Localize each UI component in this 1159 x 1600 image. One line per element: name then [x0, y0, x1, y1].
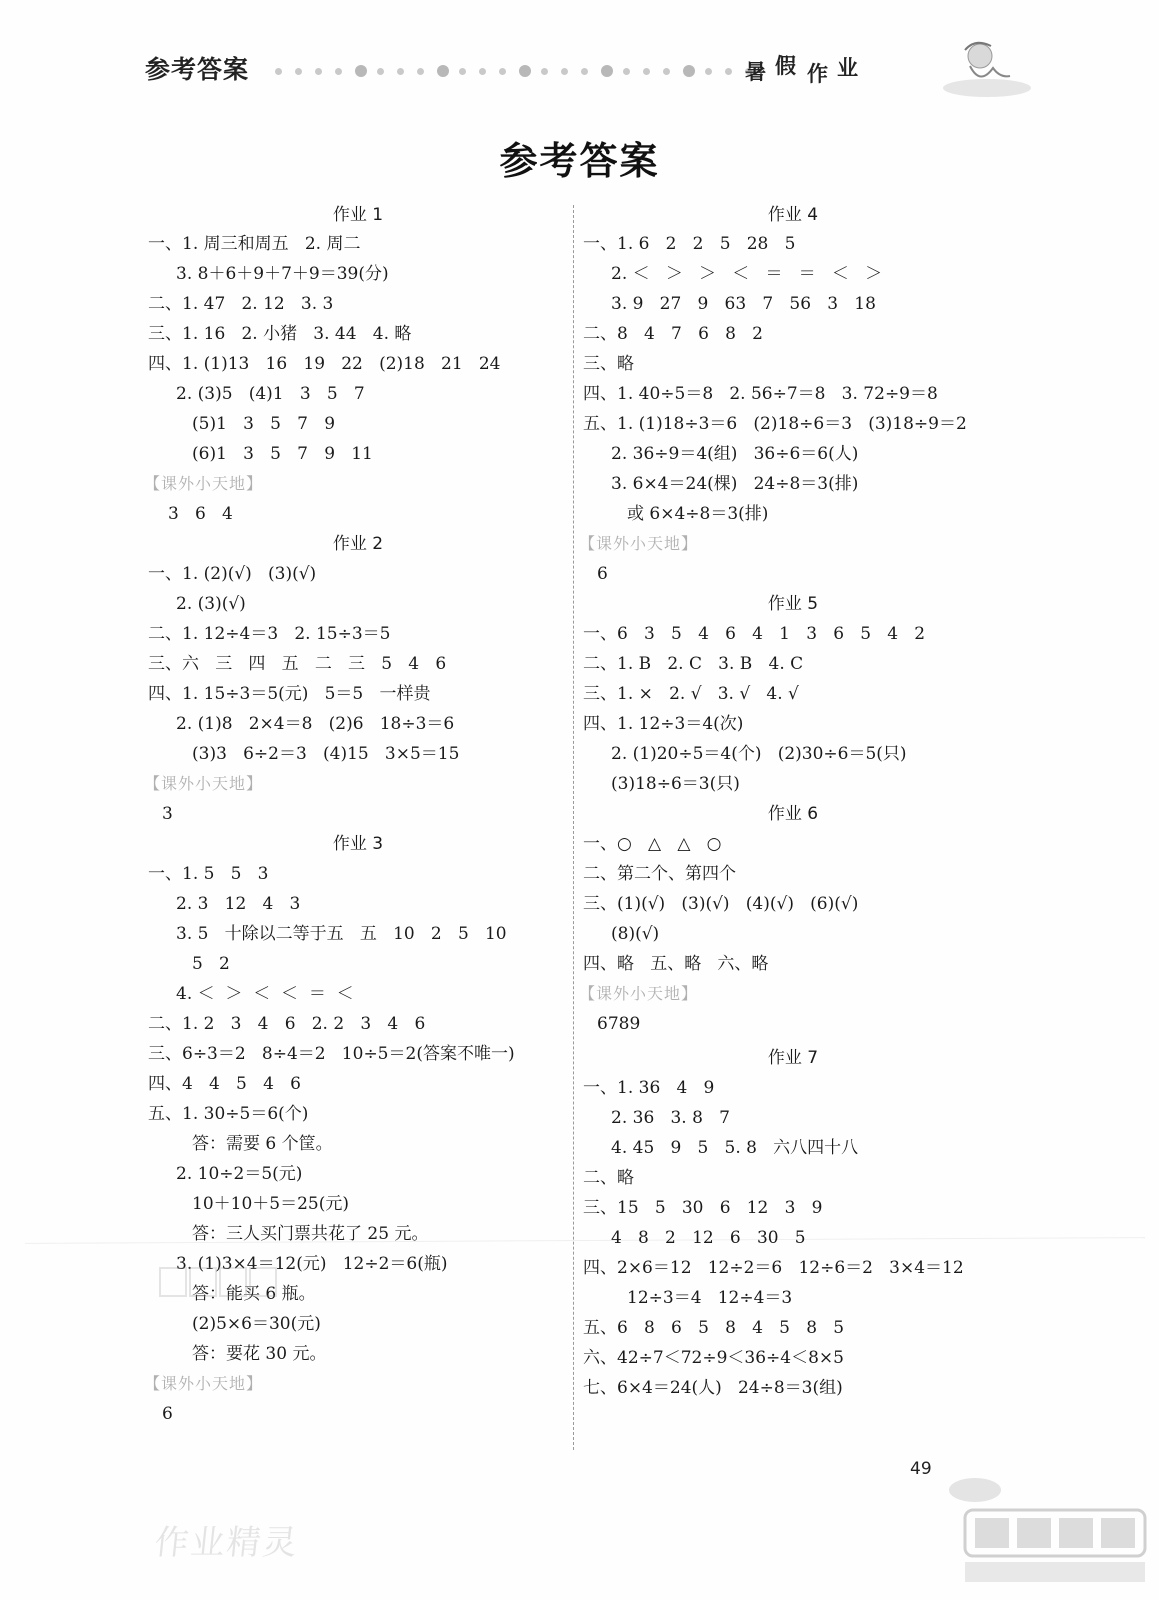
- section-heading: 作业 6: [767, 804, 819, 824]
- answer-line: 三、(1)(√) (3)(√) (4)(√) (6)(√): [583, 894, 859, 914]
- answer-line: 一、○ △ △ ○: [583, 834, 722, 854]
- answer-line: 2. ＜ ＞ ＞ ＜ ＝ ＝ ＜ ＞: [611, 264, 883, 284]
- section-heading: 作业 2: [332, 534, 384, 554]
- answer-line: 四、2×6＝12 12÷2＝6 12÷6＝2 3×4＝12: [583, 1258, 964, 1278]
- answer-line: 三、1. × 2. √ 3. √ 4. √: [583, 684, 799, 704]
- extra-section-label: 【课外小天地】: [144, 1374, 264, 1393]
- header-char: 暑: [745, 60, 766, 84]
- answer-line: 2. 36 3. 8 7: [611, 1108, 730, 1128]
- answer-line: 二、8 4 7 6 8 2: [583, 324, 763, 344]
- answer-line: 二、1. 12÷4＝3 2. 15÷3＝5: [148, 624, 391, 644]
- answer-line: 一、1. (2)(√) (3)(√): [148, 564, 317, 584]
- answer-line: 3 6 4: [168, 504, 233, 524]
- answer-line: (6)1 3 5 7 9 11: [192, 444, 373, 464]
- answer-line: 三、6÷3＝2 8÷4＝2 10÷5＝2(答案不唯一): [148, 1044, 515, 1064]
- answer-line: 2. 3 12 4 3: [176, 894, 301, 914]
- answer-line: 一、1. 5 5 3: [148, 864, 269, 884]
- answer-line: 三、1. 16 2. 小猪 3. 44 4. 略: [148, 324, 412, 344]
- answer-line: 二、1. 47 2. 12 3. 3: [148, 294, 334, 314]
- answer-line: 5 2: [192, 954, 230, 974]
- answer-line: 七、6×4＝24(人) 24÷8＝3(组): [583, 1378, 843, 1398]
- answer-line: 三、15 5 30 6 12 3 9: [583, 1198, 823, 1218]
- extra-section-label: 【课外小天地】: [144, 774, 264, 793]
- answer-line: 2. (1)20÷5＝4(个) (2)30÷6＝5(只): [611, 744, 907, 764]
- answer-line: 3: [162, 804, 173, 824]
- page-number: 49: [910, 1459, 932, 1479]
- answer-line: 四、4 4 5 4 6: [148, 1074, 301, 1094]
- answer-line: 2. (3)(√): [176, 594, 246, 614]
- section-heading: 作业 3: [332, 834, 384, 854]
- section-heading: 作业 1: [332, 205, 384, 225]
- answer-line: 4. 45 9 5 5. 8 六八四十八: [611, 1138, 859, 1158]
- answer-line: 3. 8＋6＋9＋7＋9＝39(分): [176, 264, 389, 284]
- answer-line: 一、1. 6 2 2 5 28 5: [583, 234, 796, 254]
- answer-line: 2. 36÷9＝4(组) 36÷6＝6(人): [611, 444, 859, 464]
- header-char: 业: [837, 56, 858, 80]
- section-heading: 作业 7: [767, 1048, 819, 1068]
- watermark-bottom: 作业精灵: [152, 1523, 301, 1563]
- answer-line: 四、1. 15÷3＝5(元) 5＝5 一样贵: [148, 684, 431, 704]
- answer-line: 二、1. 2 3 4 6 2. 2 3 4 6: [148, 1014, 426, 1034]
- answer-line: 二、略: [583, 1168, 634, 1188]
- watermark-mid: [158, 1262, 278, 1302]
- answer-line: 4. ＜ ＞ ＜ ＜ ＝ ＜: [176, 984, 354, 1004]
- section-heading: 作业 5: [767, 594, 819, 614]
- answer-line: (2)5×6＝30(元): [192, 1314, 321, 1334]
- answer-line: 3. (1)3×4＝12(元) 12÷2＝6(瓶): [176, 1254, 448, 1274]
- answer-line: 答：三人买门票共花了 25 元。: [192, 1224, 429, 1244]
- answer-line: 2. (3)5 (4)1 3 5 7: [176, 384, 365, 404]
- answer-line: 2. 10÷2＝5(元): [176, 1164, 303, 1184]
- header-char: 假: [775, 54, 796, 78]
- answer-line: 4 8 2 12 6 30 5: [611, 1228, 806, 1248]
- header-left-title: 参考答案: [145, 55, 250, 84]
- answer-line: 四、1. 40÷5＝8 2. 56÷7＝8 3. 72÷9＝8: [583, 384, 938, 404]
- answer-line: 一、1. 36 4 9: [583, 1078, 715, 1098]
- answer-line: 答：要花 30 元。: [192, 1344, 327, 1364]
- answer-line: 一、6 3 5 4 6 4 1 3 6 5 4 2: [583, 624, 926, 644]
- corner-logo: [935, 1470, 1155, 1590]
- answer-line: 三、略: [583, 354, 634, 374]
- answer-line: 四、1. 12÷3＝4(次): [583, 714, 744, 734]
- extra-section-label: 【课外小天地】: [144, 474, 264, 493]
- answer-line: 五、1. (1)18÷3＝6 (2)18÷6＝3 (3)18÷9＝2: [583, 414, 967, 434]
- answer-line: 三、六 三 四 五 二 三 5 4 6: [148, 654, 447, 674]
- answer-line: 6: [597, 564, 608, 584]
- answer-line: 五、6 8 6 5 8 4 5 8 5: [583, 1318, 845, 1338]
- answer-line: 或 6×4÷8＝3(排): [627, 504, 769, 524]
- answer-line: (3)3 6÷2＝3 (4)15 3×5＝15: [192, 744, 460, 764]
- answer-line: 四、1. (1)13 16 19 22 (2)18 21 24: [148, 354, 501, 374]
- section-heading: 作业 4: [767, 205, 819, 225]
- answer-line: 6: [162, 1404, 173, 1424]
- answer-line: 3. 6×4＝24(棵) 24÷8＝3(排): [611, 474, 859, 494]
- mascot-illustration: [925, 38, 1035, 100]
- answer-line: 二、1. B 2. C 3. B 4. C: [583, 654, 804, 674]
- answer-line: 3. 5 十除以二等于五 五 10 2 5 10: [176, 924, 507, 944]
- answer-line: 2. (1)8 2×4＝8 (2)6 18÷3＝6: [176, 714, 455, 734]
- answer-line: (5)1 3 5 7 9: [192, 414, 336, 434]
- extra-section-label: 【课外小天地】: [579, 984, 699, 1003]
- answer-line: 六、42÷7＜72÷9＜36÷4＜8×5: [583, 1348, 844, 1368]
- page-title: 参考答案: [499, 139, 660, 183]
- answer-line: 10＋10＋5＝25(元): [192, 1194, 349, 1214]
- answer-line: 答：需要 6 个筐。: [192, 1134, 333, 1154]
- column-divider: [573, 205, 574, 1450]
- answer-line: (3)18÷6＝3(只): [611, 774, 740, 794]
- answer-line: 二、第二个、第四个: [583, 864, 736, 884]
- extra-section-label: 【课外小天地】: [579, 534, 699, 553]
- answer-line: 一、1. 周三和周五 2. 周二: [148, 234, 361, 254]
- answer-line: 答：能买 6 瓶。: [192, 1284, 316, 1304]
- answer-line: 四、略 五、略 六、略: [583, 954, 769, 974]
- answer-line: (8)(√): [611, 924, 660, 944]
- header-char: 作: [807, 62, 828, 86]
- answer-line: 五、1. 30÷5＝6(个): [148, 1104, 309, 1124]
- answer-line: 12÷3＝4 12÷4＝3: [627, 1288, 793, 1308]
- answer-line: 3. 9 27 9 63 7 56 3 18: [611, 294, 876, 314]
- answer-line: 6789: [597, 1014, 641, 1034]
- page-header: [145, 46, 1035, 90]
